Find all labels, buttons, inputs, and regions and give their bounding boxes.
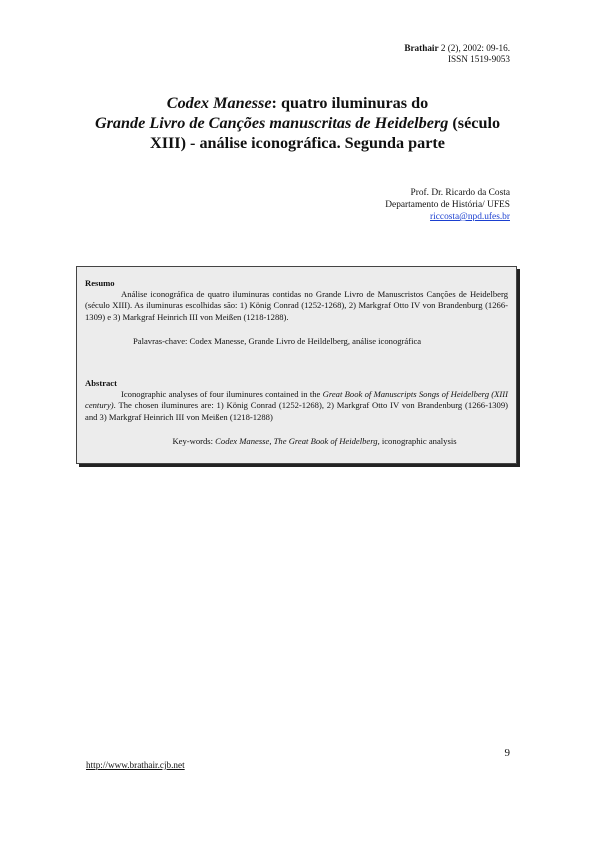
abstract-kw-codex: Codex Manesse <box>215 435 270 446</box>
title-codex: Codex Manesse <box>166 94 272 112</box>
resumo-heading: Resumo <box>85 278 115 288</box>
abstract-kw-label: Key-words: <box>172 435 216 446</box>
abstract-box <box>76 266 517 464</box>
page-number: 9 <box>504 747 510 759</box>
author-block <box>385 187 510 223</box>
abstract-kw-sep: , <box>269 435 274 446</box>
abstract-text-book: Great Book of Manuscripts Songs of Heidelberg (XIII century) <box>85 389 508 411</box>
journal-citation <box>404 43 510 54</box>
resumo-keywords: Palavras-chave: Codex Manesse, Grande Livro de Heildelberg, análise iconográfica <box>133 335 422 346</box>
author-email-link[interactable]: riccosta@npd.ufes.br <box>430 212 510 222</box>
abstract-text-end: . The chosen iluminures are: 1) König Conrad (1252-1268), 2) Markgraf Otto IV von Brandenburg (1266-1309) and 3) Markgraf Heinrich III von Meißen (1218-1288) <box>85 400 508 422</box>
author-department: Departamento de História/ UFES <box>385 200 510 210</box>
journal-name: Brathair <box>404 43 439 53</box>
abstract-kw-rest: , iconographic analysis <box>377 435 457 446</box>
abstract-text-start: Iconographic analyses of four iluminures contained in the <box>121 389 323 400</box>
abstract-kw-book: The Great Book of Heidelberg <box>273 435 378 446</box>
article-title <box>80 93 515 153</box>
author-name: Prof. Dr. Ricardo da Costa <box>410 188 510 198</box>
abstract-keywords <box>85 436 508 447</box>
resumo-text: Análise iconográfica de quatro iluminuras contidas no Grande Livro de Manuscristos Canções de Heidelberg (século XIII). As iluminuras escolhidas são: 1) König Conrad (1252-1268), 2) Markgraf Otto IV von Brandenburg (1266-1309) e 3) Markgraf Heinrich III von Meißen (1218-1288). <box>85 289 508 322</box>
journal-header <box>404 43 510 65</box>
title-part4: (século XIII) - análise iconográfica. Segunda parte <box>150 114 501 152</box>
footer-url-link[interactable]: http://www.brathair.cjb.net <box>86 760 185 770</box>
title-part2: : quatro iluminuras do <box>271 94 429 112</box>
title-book: Grande Livro de Canções manuscritas de Heidelberg <box>94 114 449 132</box>
journal-volume: 2 (2), 2002: 09-16. <box>438 43 510 53</box>
abstract-heading: Abstract <box>85 378 117 389</box>
journal-issn: ISSN 1519-9053 <box>447 54 510 64</box>
abstract-text <box>85 389 508 423</box>
